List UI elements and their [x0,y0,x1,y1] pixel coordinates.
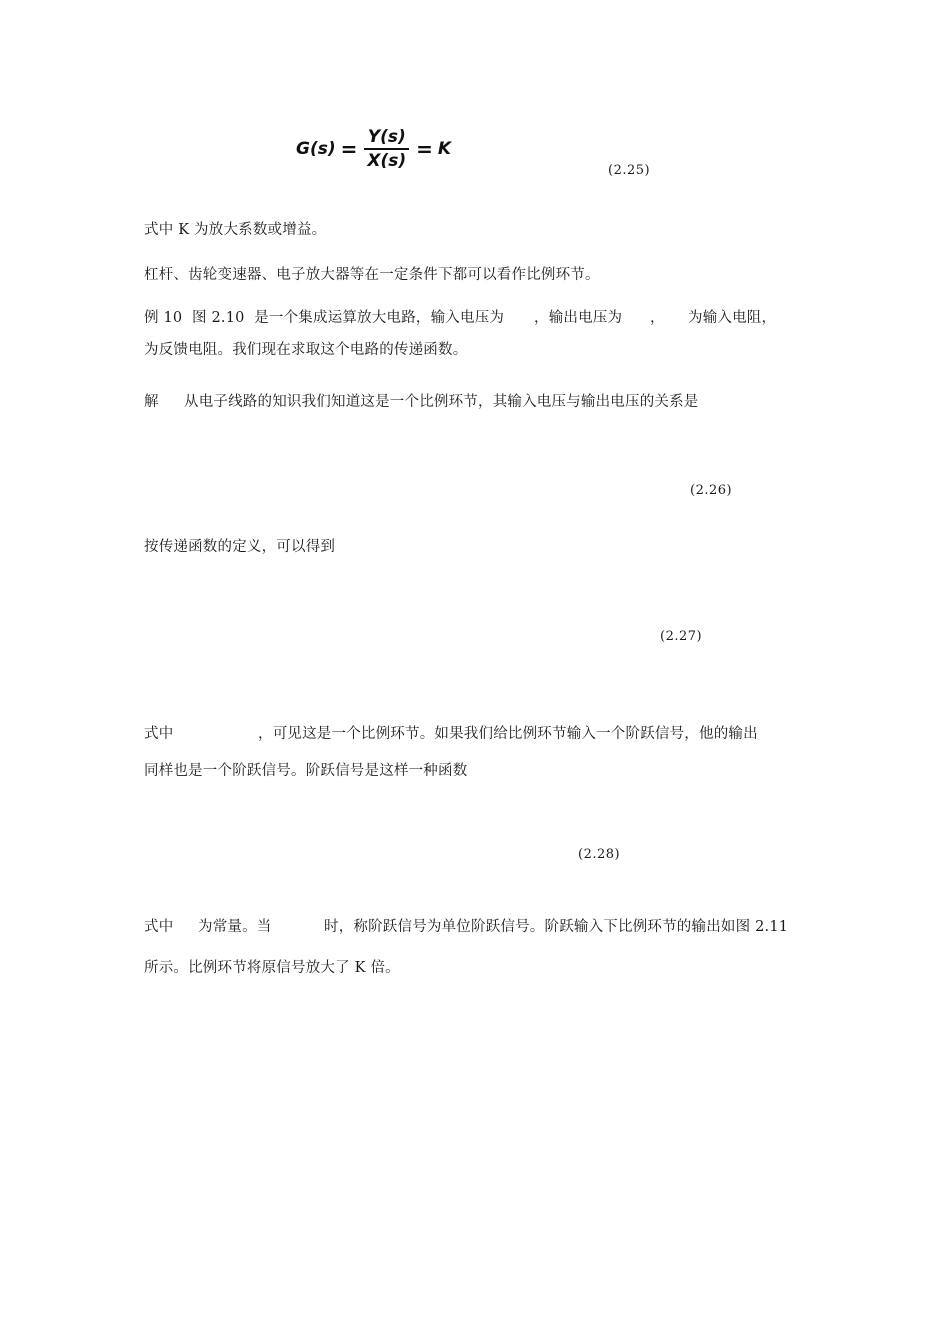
paragraph-6-part-a: 式中 [144,726,174,742]
equals-sign: = [340,137,358,161]
solution-text: 从电子线路的知识我们知道这是一个比例环节，其输入电压与输出电压的关系是 [184,394,699,410]
example-10-line-2: 为反馈电阻。我们现在求取这个电路的传递函数。 [144,342,468,358]
paragraph-7-part-a: 式中 [144,919,174,935]
equation-number-2-25: (2.25) [608,163,651,178]
equation-number-2-26: (2.26) [690,483,733,498]
paragraph-examples: 杠杆、齿轮变速器、电子放大器等在一定条件下都可以看作比例环节。 [144,267,600,283]
equation-rhs: K [437,139,452,159]
equation-2-25 [296,121,451,177]
example-10-part-b: ，输出电压为 [534,310,623,326]
equation-lhs: G(s) [296,139,336,159]
equation-number-2-28: (2.28) [578,847,621,862]
fraction-denominator: X(s) [367,151,407,171]
paragraph-definition: 按传递函数的定义，可以得到 [144,539,336,555]
example-10-part-c: ， [650,310,665,326]
example-10-part-d: 为输入电阻， [688,310,777,326]
fraction-numerator: Y(s) [367,127,406,147]
paragraph-7-part-c: 时，称阶跃信号为单位阶跃信号。阶跃输入下比例环节的输出如图 2.11 [324,919,789,935]
paragraph-7-line-2: 所示。比例环节将原信号放大了 K 倍。 [144,960,400,976]
paragraph-gain: 式中 K 为放大系数或增益。 [144,222,327,238]
example-10-part-a: 例 10 图 2.10 是一个集成运算放大电路，输入电压为 [144,310,505,326]
paragraph-6-line-2: 同样也是一个阶跃信号。阶跃信号是这样一种函数 [144,763,468,779]
paragraph-7-part-b: 为常量。当 [198,919,272,935]
fraction [364,126,409,172]
equation-number-2-27: (2.27) [660,629,703,644]
paragraph-6-part-b: ，可见这是一个比例环节。如果我们给比例环节输入一个阶跃信号，他的输出 [258,726,758,742]
equals-sign: = [416,137,433,161]
solution-label: 解 [144,394,159,410]
